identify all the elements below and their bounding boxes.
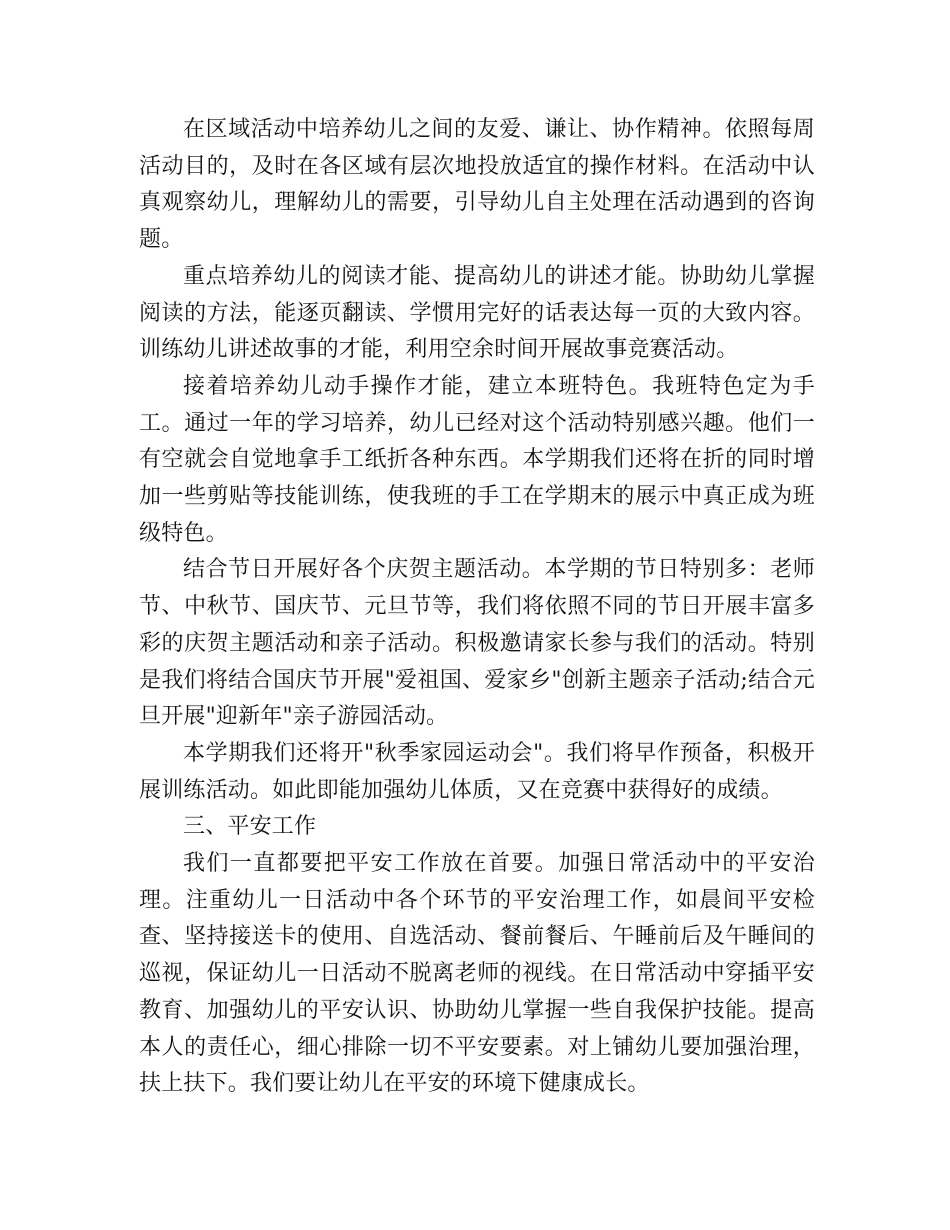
- paragraph-handcraft-feature: 接着培养幼儿动手操作才能，建立本班特色。我班特色定为手工。通过一年的学习培养，幼儿已经对这个活动特别感兴趣。他们一有空就会自觉地拿手工纸折各种东西。本学期我们还将在折的同时增加一些剪贴等技能训练，使我班的手工在学期末的展示中真正成为班级特色。: [139, 373, 815, 546]
- paragraph-sports-meeting: 本学期我们还将开"秋季家园运动会"。我们将早作预备，积极开展训练活动。如此即能加强幼儿体质，又在竞赛中获得好的成绩。: [139, 740, 815, 803]
- document-page: [139, 112, 815, 1103]
- paragraph-safety-work: 我们一直都要把平安工作放在首要。加强日常活动中的平安治理。注重幼儿一日活动中各个环节的平安治理工作，如晨间平安检查、坚持接送卡的使用、自选活动、餐前餐后、午睡前后及午睡间的巡视，保证幼儿一日活动不脱离老师的视线。在日常活动中穿插平安教育、加强幼儿的平安认识、协助幼儿掌握一些自我保护技能。提高本人的责任心，细心排除一切不平安要素。对上铺幼儿要加强治理，扶上扶下。我们要让幼儿在平安的环境下健康成长。: [139, 851, 815, 1097]
- paragraph-festival-activities: 结合节日开展好各个庆贺主题活动。本学期的节日特别多：老师节、中秋节、国庆节、元旦节等，我们将依照不同的节日开展丰富多彩的庆贺主题活动和亲子活动。积极邀请家长参与我们的活动。特别是我们将结合国庆节开展"爱祖国、爱家乡"创新主题亲子活动;结合元旦开展"迎新年"亲子游园活动。: [139, 557, 815, 730]
- paragraph-reading-ability: 重点培养幼儿的阅读才能、提高幼儿的讲述才能。协助幼儿掌握阅读的方法，能逐页翻读、学惯用完好的话表达每一页的大致内容。训练幼儿讲述故事的才能，利用空余时间开展故事竞赛活动。: [139, 263, 815, 363]
- paragraph-regional-activities: 在区域活动中培养幼儿之间的友爱、谦让、协作精神。依照每周活动目的，及时在各区域有层次地投放适宜的操作材料。在活动中认真观察幼儿，理解幼儿的需要，引导幼儿自主处理在活动遇到的咨询题。: [139, 117, 815, 253]
- section-heading-safety: 三、平安工作: [183, 814, 317, 840]
